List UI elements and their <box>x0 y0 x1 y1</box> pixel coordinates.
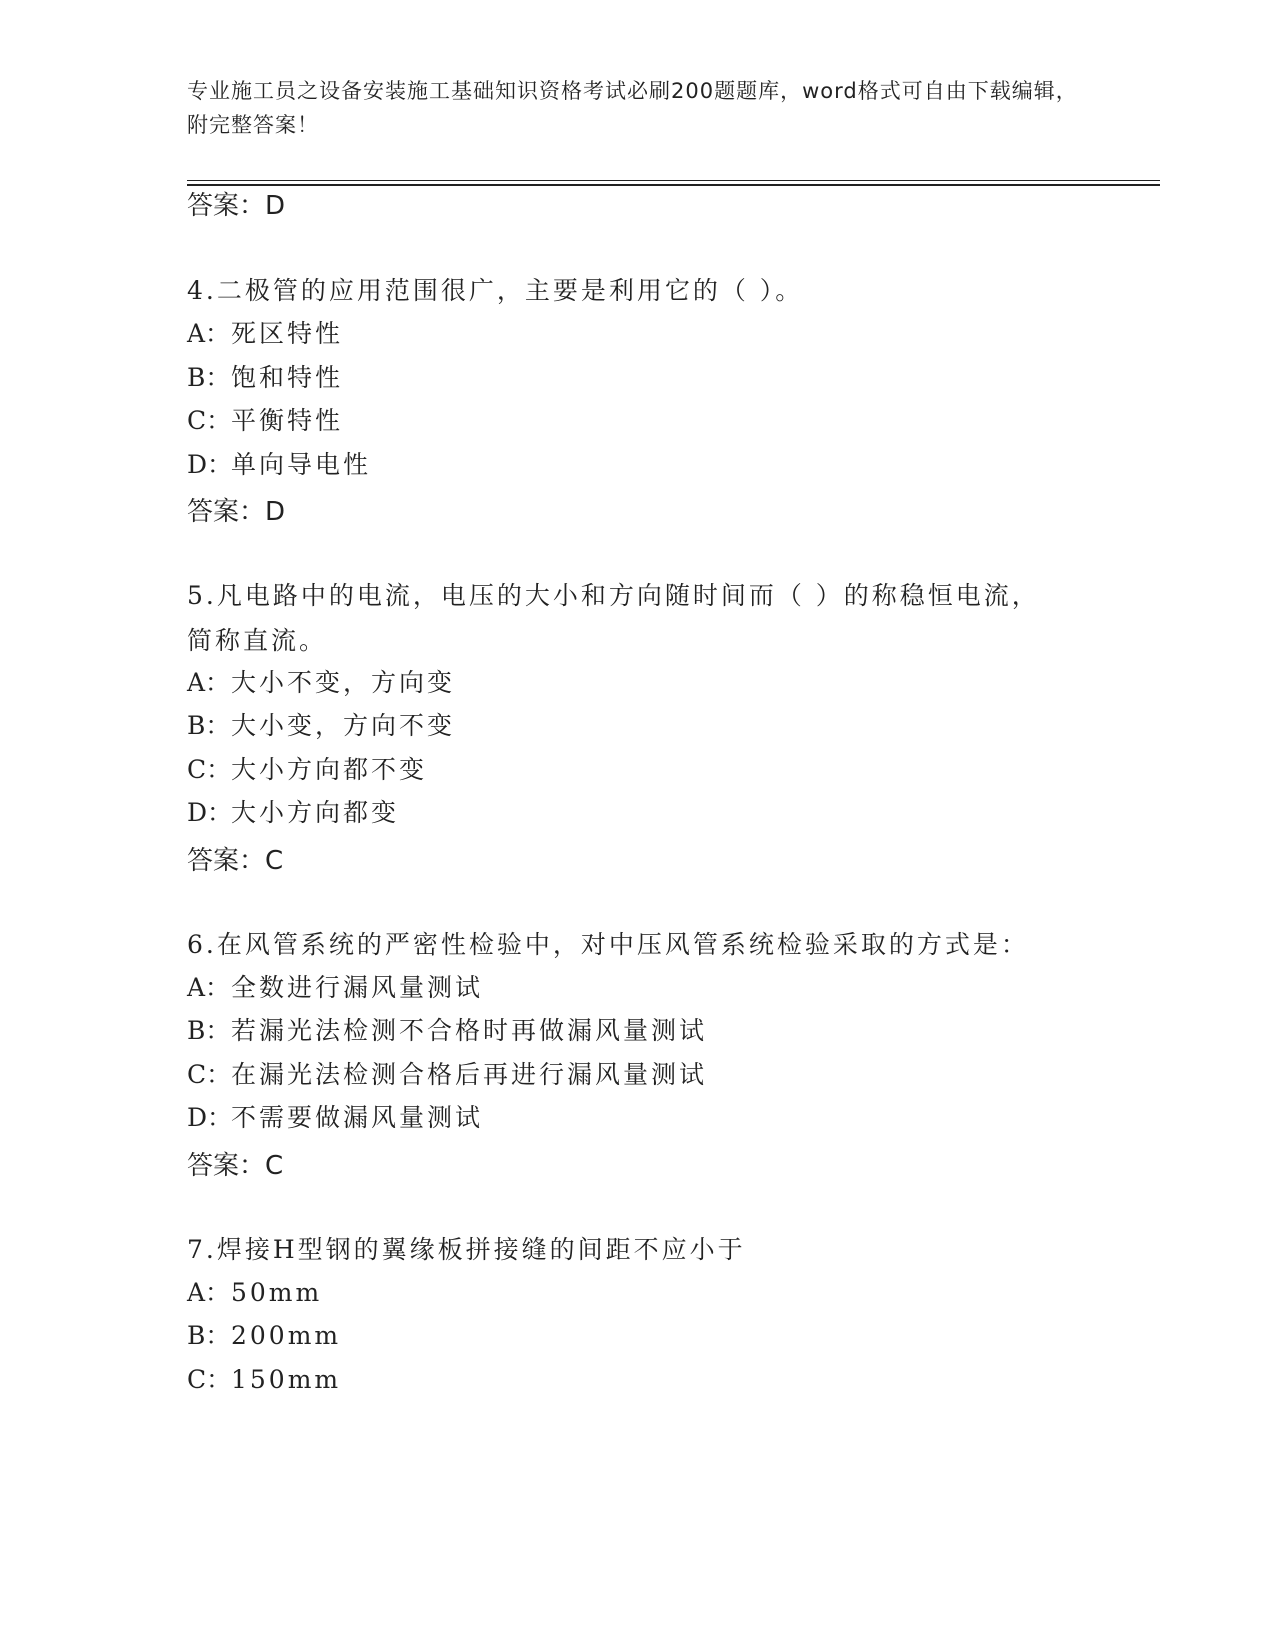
option-c: C：150mm <box>187 1365 342 1394</box>
answer-line: 答案：D <box>187 191 286 221</box>
option-c: C：平衡特性 <box>187 406 344 435</box>
answer-line: 答案：C <box>187 846 284 876</box>
option-a: A：全数进行漏风量测试 <box>187 973 484 1002</box>
option-a: A：大小不变，方向变 <box>187 668 456 697</box>
option-b: B：饱和特性 <box>187 363 344 392</box>
option-b: B：大小变，方向不变 <box>187 711 456 740</box>
option-d: D：大小方向都变 <box>187 798 400 827</box>
option-d: D：不需要做漏风量测试 <box>187 1103 484 1132</box>
document-header: 专业施工员之设备安装施工基础知识资格考试必刷200题题库，word格式可自由下载编辑，附完整答案！ <box>187 79 1078 137</box>
option-a: A：死区特性 <box>187 319 344 348</box>
header-divider-thick <box>187 184 1160 186</box>
option-a: A：50mm <box>187 1278 323 1307</box>
answer-line: 答案：D <box>187 497 286 527</box>
question-4: 4.二极管的应用范围很广，主要是利用它的（ ）。 <box>187 276 804 305</box>
header-divider <box>187 180 1160 181</box>
answer-line: 答案：C <box>187 1151 284 1181</box>
question-7: 7.焊接H型钢的翼缘板拼接缝的间距不应小于 <box>187 1235 746 1264</box>
option-b: B：若漏光法检测不合格时再做漏风量测试 <box>187 1016 708 1045</box>
question-5: 5.凡电路中的电流，电压的大小和方向随时间而（ ）的称稳恒电流，简称直流。 <box>187 581 1040 655</box>
question-6: 6.在风管系统的严密性检验中，对中压风管系统检验采取的方式是： <box>187 930 1029 959</box>
option-d: D：单向导电性 <box>187 450 372 479</box>
option-b: B：200mm <box>187 1321 342 1350</box>
option-c: C：在漏光法检测合格后再进行漏风量测试 <box>187 1060 708 1089</box>
option-c: C：大小方向都不变 <box>187 755 428 784</box>
